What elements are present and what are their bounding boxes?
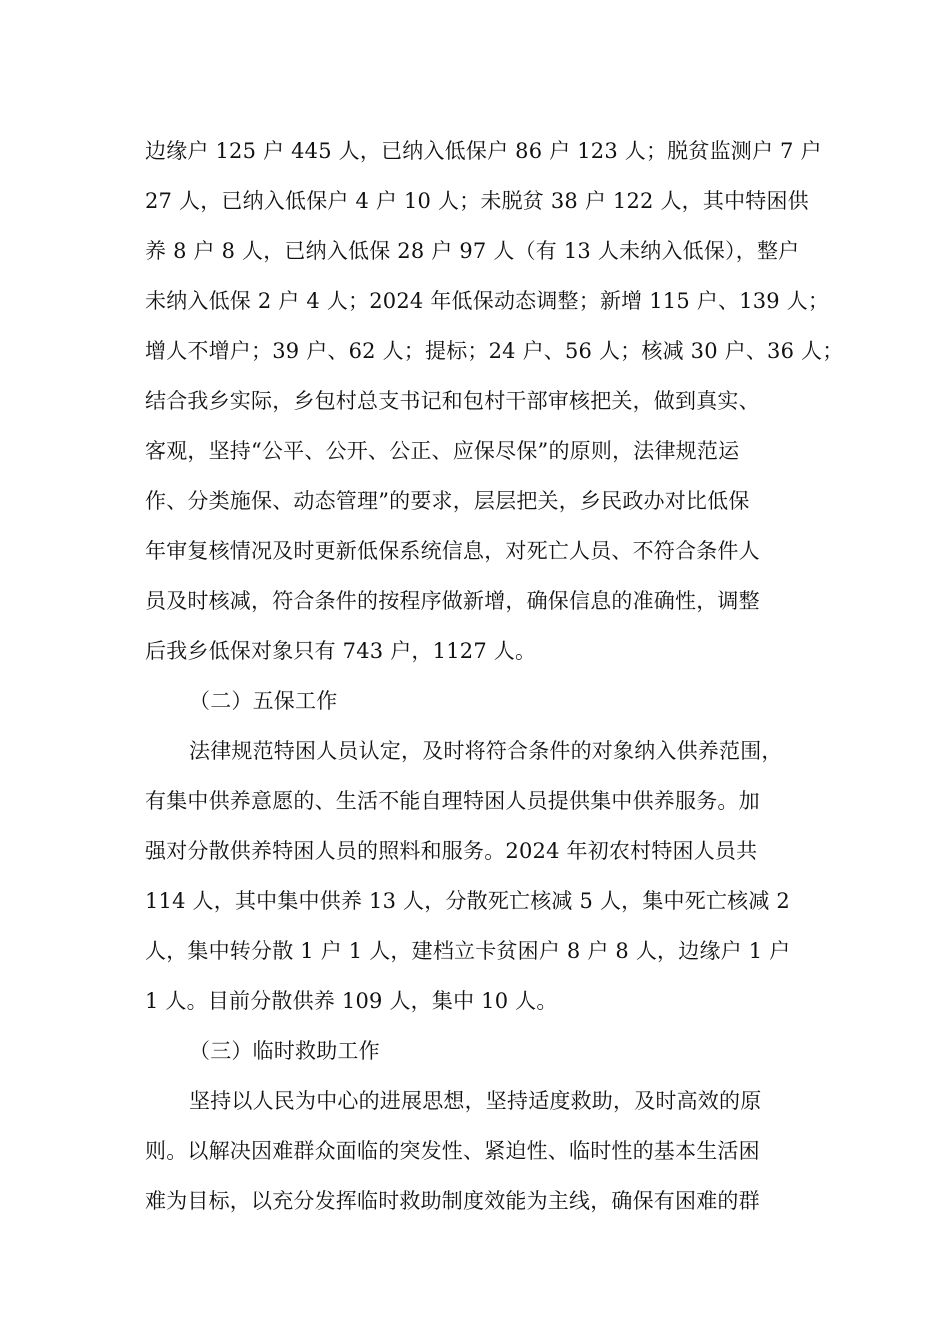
- text-line: 27 人，已纳入低保户 4 户 10 人；未脱贫 38 户 122 人，其中特困供: [145, 189, 809, 213]
- text-line: 年审复核情况及时更新低保系统信息，对死亡人员、不符合条件人: [145, 539, 760, 563]
- text-line: 员及时核减，符合条件的按程序做新增，确保信息的准确性，调整: [145, 589, 760, 613]
- text-line: 客观，坚持“公平、公开、公正、应保尽保”的原则，法律规范运: [145, 439, 740, 463]
- text-line: 结合我乡实际，乡包村总支书记和包村干部审核把关，做到真实、: [145, 389, 760, 413]
- text-line: 作、分类施保、动态管理”的要求，层层把关，乡民政办对比低保: [145, 489, 750, 513]
- document-body: [145, 126, 844, 1226]
- paragraph-temporary-assistance: [145, 1076, 825, 1226]
- text-line: 则。以解决因难群众面临的突发性、紧迫性、临时性的基本生活困: [145, 1139, 760, 1163]
- text-line: 114 人，其中集中供养 13 人，分散死亡核减 5 人，集中死亡核减 2: [145, 889, 790, 913]
- section-heading-temporary-assistance: （三）临时救助工作: [189, 1039, 380, 1063]
- paragraph-five-guarantees: [145, 726, 825, 1026]
- text-line: 养 8 户 8 人，已纳入低保 28 户 97 人（有 13 人未纳入低保），整户: [145, 239, 800, 263]
- text-line: 1 人。目前分散供养 109 人，集中 10 人。: [145, 989, 558, 1013]
- text-line: 法律规范特困人员认定，及时将符合条件的对象纳入供养范围，: [189, 739, 783, 763]
- text-line: 增人不增户；39 户、62 人；提标；24 户、56 人；核减 30 户、36 人；: [145, 339, 844, 363]
- section-heading-five-guarantees: （二）五保工作: [189, 689, 338, 713]
- text-line: 边缘户 125 户 445 人，已纳入低保户 86 户 123 人；脱贫监测户 7 户: [145, 139, 822, 163]
- text-line: 有集中供养意愿的、生活不能自理特困人员提供集中供养服务。加: [145, 789, 760, 813]
- text-line: 难为目标，以充分发挥临时救助制度效能为主线，确保有困难的群: [145, 1189, 760, 1213]
- text-line: 强对分散供养特困人员的照料和服务。2024 年初农村特困人员共: [145, 839, 758, 863]
- text-line: 坚持以人民为中心的进展思想，坚持适度救助，及时高效的原: [189, 1089, 762, 1113]
- paragraph-low-income-summary: [145, 126, 844, 676]
- text-line: 人，集中转分散 1 户 1 人，建档立卡贫困户 8 户 8 人，边缘户 1 户: [145, 939, 791, 963]
- text-line: 后我乡低保对象只有 743 户，1127 人。: [145, 639, 537, 663]
- text-line: 未纳入低保 2 户 4 人；2024 年低保动态调整；新增 115 户、139 人；: [145, 289, 830, 313]
